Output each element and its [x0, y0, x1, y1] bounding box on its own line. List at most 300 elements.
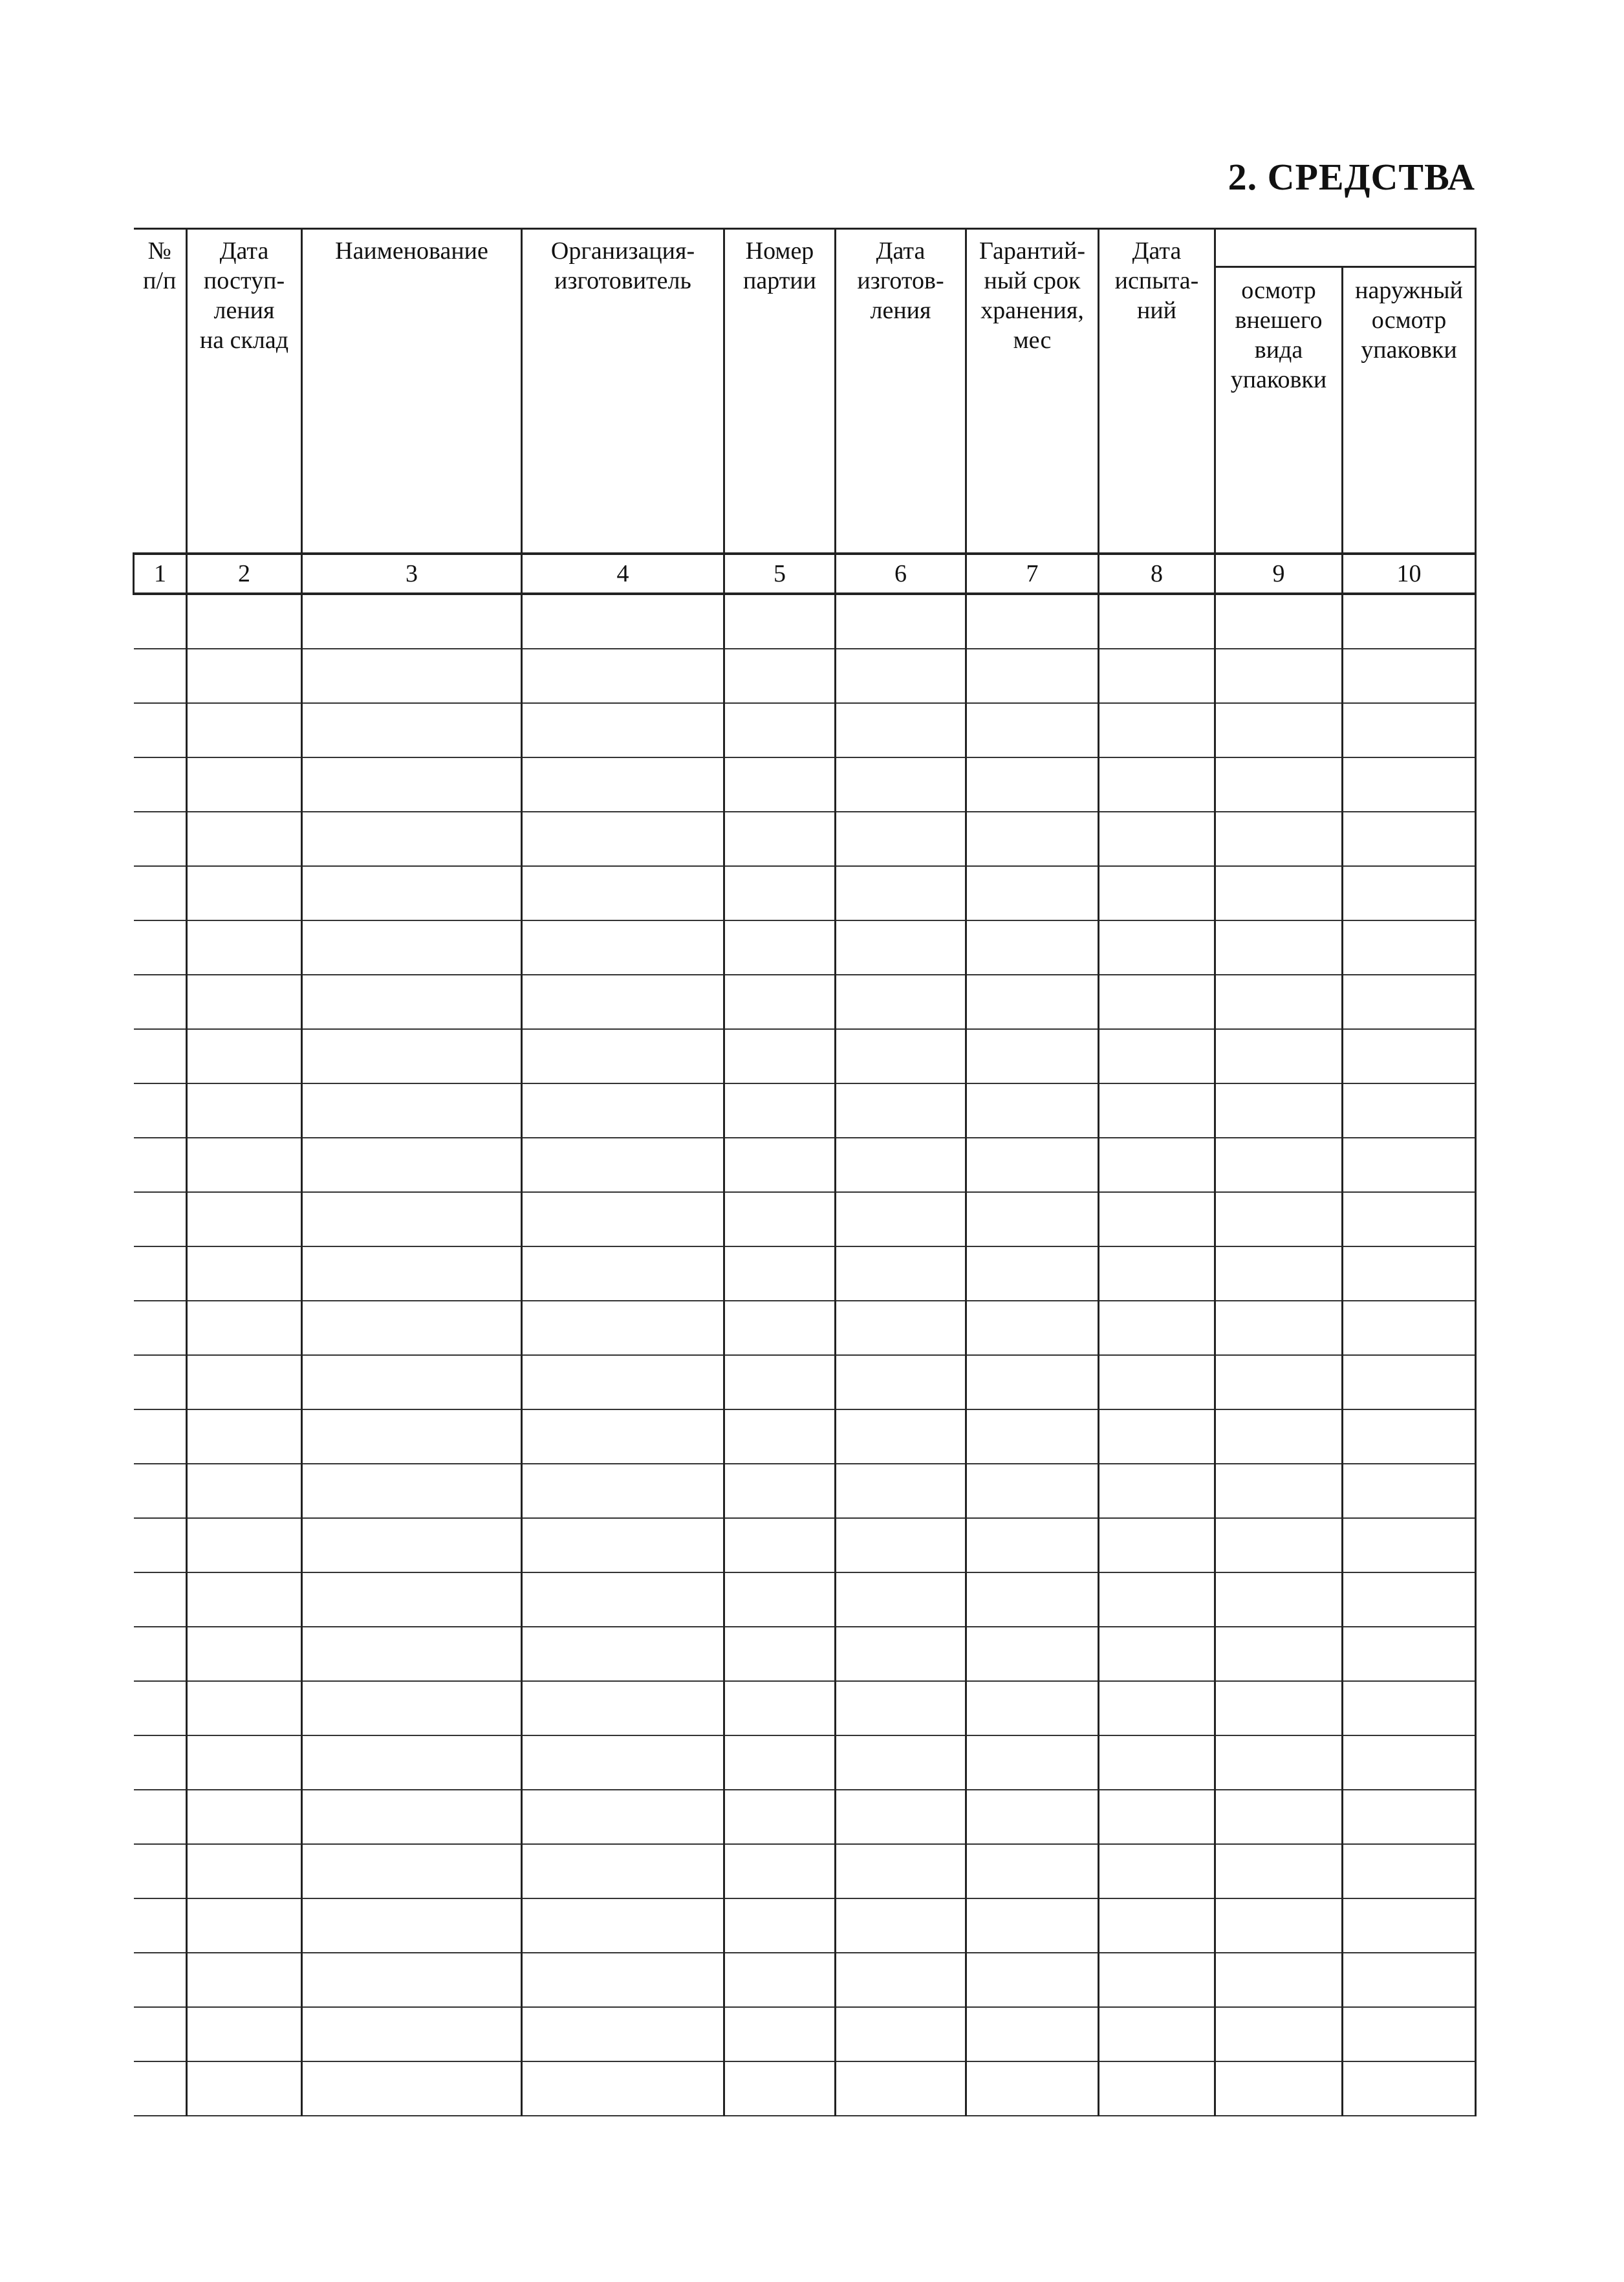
ledger-cell[interactable] [966, 975, 1099, 1029]
ledger-cell[interactable] [1099, 1355, 1215, 1409]
ledger-cell[interactable] [522, 812, 724, 866]
ledger-cell[interactable] [836, 703, 966, 757]
header-row [134, 229, 1476, 267]
column-number: 4 [522, 554, 724, 594]
ledger-cell[interactable] [724, 2007, 836, 2061]
ledger-cell[interactable] [134, 1681, 187, 1735]
ledger-row [134, 1844, 1476, 1898]
ledger-row [134, 594, 1476, 649]
ledger-cell[interactable] [1099, 1790, 1215, 1844]
ledger-cell[interactable] [134, 812, 187, 866]
ledger-cell[interactable] [1099, 1572, 1215, 1627]
ledger-cell[interactable] [1215, 812, 1343, 866]
ledger-cell[interactable] [134, 594, 187, 649]
ledger-cell[interactable] [724, 1627, 836, 1681]
ledger-cell[interactable] [1343, 649, 1476, 703]
ledger-cell[interactable] [134, 1192, 187, 1246]
ledger-cell[interactable] [134, 1355, 187, 1409]
ledger-cell[interactable] [522, 975, 724, 1029]
ledger-cell[interactable] [187, 1790, 302, 1844]
ledger-cell[interactable] [134, 1246, 187, 1301]
ledger-cell[interactable] [1343, 1464, 1476, 1518]
ledger-cell[interactable] [302, 1572, 522, 1627]
ledger-cell[interactable] [134, 1409, 187, 1464]
ledger-cell[interactable] [1343, 1572, 1476, 1627]
ledger-cell[interactable] [302, 1029, 522, 1083]
ledger-cell[interactable] [302, 866, 522, 920]
ledger-cell[interactable] [1099, 1246, 1215, 1301]
ledger-cell[interactable] [1099, 866, 1215, 920]
ledger-cell[interactable] [836, 1409, 966, 1464]
ledger-cell[interactable] [1215, 1409, 1343, 1464]
ledger-cell[interactable] [1343, 2061, 1476, 2116]
ledger-cell[interactable] [1343, 1246, 1476, 1301]
ledger-cell[interactable] [724, 866, 836, 920]
ledger-cell[interactable] [187, 2061, 302, 2116]
ledger-cell[interactable] [1343, 1029, 1476, 1083]
ledger-cell[interactable] [522, 1898, 724, 1953]
ledger-cell[interactable] [1215, 1953, 1343, 2007]
ledger-cell[interactable] [1099, 1301, 1215, 1355]
ledger-cell[interactable] [724, 1464, 836, 1518]
ledger-cell[interactable] [724, 1681, 836, 1735]
ledger-cell[interactable] [134, 1627, 187, 1681]
ledger-cell[interactable] [522, 594, 724, 649]
ledger-cell[interactable] [302, 649, 522, 703]
ledger-cell[interactable] [522, 1953, 724, 2007]
ledger-cell[interactable] [302, 2007, 522, 2061]
ledger-cell[interactable] [966, 1301, 1099, 1355]
ledger-cell[interactable] [1215, 649, 1343, 703]
ledger-cell[interactable] [302, 594, 522, 649]
ledger-cell[interactable] [302, 920, 522, 975]
ledger-cell[interactable] [187, 1029, 302, 1083]
ledger-cell[interactable] [522, 2007, 724, 2061]
ledger-cell[interactable] [1099, 703, 1215, 757]
ledger-cell[interactable] [522, 1681, 724, 1735]
ledger-cell[interactable] [1215, 1355, 1343, 1409]
ledger-cell[interactable] [1215, 1681, 1343, 1735]
ledger-row [134, 1409, 1476, 1464]
ledger-cell[interactable] [302, 1138, 522, 1192]
ledger-cell[interactable] [522, 1409, 724, 1464]
ledger-row [134, 1083, 1476, 1138]
ledger-cell[interactable] [1343, 1627, 1476, 1681]
ledger-cell[interactable] [724, 1138, 836, 1192]
ledger-cell[interactable] [187, 920, 302, 975]
ledger-cell[interactable] [1343, 920, 1476, 975]
ledger-cell[interactable] [187, 2007, 302, 2061]
ledger-cell[interactable] [836, 1844, 966, 1898]
ledger-cell[interactable] [836, 1138, 966, 1192]
ledger-cell[interactable] [187, 649, 302, 703]
ledger-cell[interactable] [187, 594, 302, 649]
ledger-cell[interactable] [1343, 866, 1476, 920]
ledger-cell[interactable] [724, 649, 836, 703]
ledger-cell[interactable] [1343, 1790, 1476, 1844]
ledger-cell[interactable] [187, 1627, 302, 1681]
ledger-cell[interactable] [187, 1083, 302, 1138]
ledger-cell[interactable] [966, 1138, 1099, 1192]
ledger-cell[interactable] [966, 649, 1099, 703]
ledger-cell[interactable] [724, 1355, 836, 1409]
ledger-cell[interactable] [134, 1572, 187, 1627]
ledger-cell[interactable] [187, 1953, 302, 2007]
ledger-cell[interactable] [187, 1138, 302, 1192]
ledger-cell[interactable] [966, 866, 1099, 920]
ledger-cell[interactable] [134, 1735, 187, 1790]
ledger-cell[interactable] [1099, 1735, 1215, 1790]
ledger-cell[interactable] [522, 1735, 724, 1790]
ledger-cell[interactable] [836, 2061, 966, 2116]
column-number: 2 [187, 554, 302, 594]
ledger-cell[interactable] [1215, 866, 1343, 920]
ledger-cell[interactable] [836, 757, 966, 812]
ledger-cell[interactable] [134, 2061, 187, 2116]
ledger-cell[interactable] [134, 920, 187, 975]
ledger-cell[interactable] [302, 1735, 522, 1790]
ledger-row [134, 812, 1476, 866]
ledger-cell[interactable] [836, 1735, 966, 1790]
ledger-cell[interactable] [187, 757, 302, 812]
ledger-cell[interactable] [1099, 1409, 1215, 1464]
header-test-dates: Дата испыта- ний [1099, 229, 1215, 554]
ledger-cell[interactable] [1215, 1735, 1343, 1790]
column-number: 6 [836, 554, 966, 594]
ledger-cell[interactable] [302, 1246, 522, 1301]
ledger-cell[interactable] [1099, 594, 1215, 649]
ledger-cell[interactable] [187, 1572, 302, 1627]
ledger-cell[interactable] [1099, 1464, 1215, 1518]
ledger-cell[interactable] [966, 1681, 1099, 1735]
ledger-cell[interactable] [724, 594, 836, 649]
ledger-cell[interactable] [1343, 1681, 1476, 1735]
ledger-cell[interactable] [134, 757, 187, 812]
ledger-cell[interactable] [1343, 1355, 1476, 1409]
ledger-cell[interactable] [187, 1409, 302, 1464]
ledger-cell[interactable] [1343, 1844, 1476, 1898]
ledger-cell[interactable] [966, 594, 1099, 649]
ledger-cell[interactable] [966, 1790, 1099, 1844]
ledger-cell[interactable] [134, 866, 187, 920]
ledger-cell[interactable] [836, 1518, 966, 1572]
ledger-cell[interactable] [836, 1246, 966, 1301]
ledger-cell[interactable] [187, 703, 302, 757]
ledger-cell[interactable] [522, 1355, 724, 1409]
ledger-cell[interactable] [1099, 1953, 1215, 2007]
ledger-cell[interactable] [1215, 2061, 1343, 2116]
ledger-cell[interactable] [522, 1083, 724, 1138]
ledger-cell[interactable] [302, 703, 522, 757]
ledger-cell[interactable] [522, 757, 724, 812]
ledger-cell[interactable] [724, 1409, 836, 1464]
header-manufacture-date: Дата изготов- ления [836, 229, 966, 554]
ledger-cell[interactable] [966, 2007, 1099, 2061]
ledger-cell[interactable] [302, 1192, 522, 1246]
header-row-number: № п/п [134, 229, 187, 554]
ledger-cell[interactable] [724, 1083, 836, 1138]
ledger-cell[interactable] [966, 1735, 1099, 1790]
ledger-cell[interactable] [1215, 1083, 1343, 1138]
ledger-row [134, 1192, 1476, 1246]
ledger-cell[interactable] [1343, 757, 1476, 812]
ledger-cell[interactable] [966, 1355, 1099, 1409]
ledger-cell[interactable] [966, 757, 1099, 812]
ledger-cell[interactable] [1215, 1029, 1343, 1083]
ledger-cell[interactable] [1343, 1301, 1476, 1355]
ledger-cell[interactable] [302, 812, 522, 866]
ledger-cell[interactable] [134, 703, 187, 757]
ledger-cell[interactable] [724, 975, 836, 1029]
ledger-cell[interactable] [1343, 812, 1476, 866]
ledger-cell[interactable] [187, 1735, 302, 1790]
ledger-cell[interactable] [522, 1518, 724, 1572]
ledger-cell[interactable] [522, 1572, 724, 1627]
ledger-cell[interactable] [187, 1464, 302, 1518]
ledger-cell[interactable] [966, 2061, 1099, 2116]
ledger-cell[interactable] [1215, 1790, 1343, 1844]
ledger-cell[interactable] [1215, 1138, 1343, 1192]
ledger-cell[interactable] [1099, 1627, 1215, 1681]
ledger-cell[interactable] [724, 1735, 836, 1790]
ledger-cell[interactable] [966, 1627, 1099, 1681]
ledger-cell[interactable] [522, 1029, 724, 1083]
ledger-cell[interactable] [966, 1029, 1099, 1083]
ledger-cell[interactable] [1215, 975, 1343, 1029]
ledger-cell[interactable] [1099, 920, 1215, 975]
ledger-cell[interactable] [724, 1192, 836, 1246]
ledger-cell[interactable] [1215, 1192, 1343, 1246]
ledger-cell[interactable] [1099, 1083, 1215, 1138]
ledger-cell[interactable] [836, 1681, 966, 1735]
ledger-cell[interactable] [1343, 1083, 1476, 1138]
ledger-cell[interactable] [134, 649, 187, 703]
ledger-cell[interactable] [1099, 2007, 1215, 2061]
ledger-cell[interactable] [1099, 1029, 1215, 1083]
ledger-cell[interactable] [836, 1572, 966, 1627]
ledger-cell[interactable] [522, 1138, 724, 1192]
ledger-cell[interactable] [724, 920, 836, 975]
ledger-cell[interactable] [1099, 1844, 1215, 1898]
ledger-cell[interactable] [966, 1572, 1099, 1627]
ledger-cell[interactable] [966, 1898, 1099, 1953]
ledger-cell[interactable] [836, 1627, 966, 1681]
ledger-cell[interactable] [966, 1409, 1099, 1464]
ledger-cell[interactable] [134, 1898, 187, 1953]
ledger-cell[interactable] [522, 1464, 724, 1518]
ledger-cell[interactable] [1215, 1301, 1343, 1355]
ledger-cell[interactable] [187, 1898, 302, 1953]
ledger-cell[interactable] [1215, 1898, 1343, 1953]
ledger-cell[interactable] [1215, 1246, 1343, 1301]
ledger-cell[interactable] [836, 1464, 966, 1518]
ledger-cell[interactable] [836, 1029, 966, 1083]
ledger-cell[interactable] [302, 2061, 522, 2116]
ledger-cell[interactable] [966, 920, 1099, 975]
ledger-cell[interactable] [522, 920, 724, 975]
ledger-cell[interactable] [724, 2061, 836, 2116]
ledger-cell[interactable] [1343, 2007, 1476, 2061]
ledger-cell[interactable] [302, 1681, 522, 1735]
ledger-cell[interactable] [302, 1301, 522, 1355]
ledger-cell[interactable] [836, 1898, 966, 1953]
ledger-cell[interactable] [522, 2061, 724, 2116]
ledger-cell[interactable] [134, 2007, 187, 2061]
ledger-cell[interactable] [1099, 812, 1215, 866]
header-warranty-period: Гарантий- ный срок хранения, мес [966, 229, 1099, 554]
ledger-cell[interactable] [522, 1790, 724, 1844]
ledger-cell[interactable] [724, 1029, 836, 1083]
ledger-cell[interactable] [836, 1083, 966, 1138]
ledger-cell[interactable] [302, 757, 522, 812]
ledger-cell[interactable] [302, 1518, 522, 1572]
ledger-cell[interactable] [966, 1246, 1099, 1301]
ledger-cell[interactable] [1099, 1898, 1215, 1953]
ledger-cell[interactable] [1099, 1518, 1215, 1572]
ledger-cell[interactable] [966, 1192, 1099, 1246]
ledger-cell[interactable] [1343, 1138, 1476, 1192]
ledger-cell[interactable] [1343, 1518, 1476, 1572]
ledger-cell[interactable] [836, 2007, 966, 2061]
ledger-cell[interactable] [1099, 1138, 1215, 1192]
ledger-cell[interactable] [187, 1518, 302, 1572]
ledger-cell[interactable] [836, 1301, 966, 1355]
ledger-cell[interactable] [1215, 1627, 1343, 1681]
ledger-cell[interactable] [302, 1083, 522, 1138]
ledger-cell[interactable] [187, 1246, 302, 1301]
ledger-cell[interactable] [1215, 757, 1343, 812]
ledger-cell[interactable] [836, 920, 966, 975]
ledger-cell[interactable] [134, 1953, 187, 2007]
ledger-cell[interactable] [966, 1083, 1099, 1138]
ledger-cell[interactable] [302, 1898, 522, 1953]
ledger-cell[interactable] [522, 866, 724, 920]
ledger-cell[interactable] [134, 1464, 187, 1518]
ledger-cell[interactable] [966, 1518, 1099, 1572]
ledger-cell[interactable] [966, 1844, 1099, 1898]
ledger-cell[interactable] [187, 1301, 302, 1355]
ledger-cell[interactable] [302, 1790, 522, 1844]
ledger-cell[interactable] [1215, 920, 1343, 975]
ledger-cell[interactable] [724, 1572, 836, 1627]
column-number: 8 [1099, 554, 1215, 594]
ledger-cell[interactable] [966, 1953, 1099, 2007]
ledger-cell[interactable] [302, 1464, 522, 1518]
ledger-cell[interactable] [1099, 975, 1215, 1029]
ledger-cell[interactable] [1343, 703, 1476, 757]
ledger-cell[interactable] [187, 812, 302, 866]
ledger-cell[interactable] [1215, 2007, 1343, 2061]
ledger-cell[interactable] [966, 703, 1099, 757]
ledger-cell[interactable] [836, 812, 966, 866]
ledger-cell[interactable] [1215, 1464, 1343, 1518]
ledger-cell[interactable] [1343, 1192, 1476, 1246]
ledger-cell[interactable] [134, 1301, 187, 1355]
ledger-cell[interactable] [1343, 1409, 1476, 1464]
ledger-cell[interactable] [522, 1301, 724, 1355]
ledger-cell[interactable] [1099, 649, 1215, 703]
ledger-cell[interactable] [724, 812, 836, 866]
ledger-cell[interactable] [1343, 1735, 1476, 1790]
ledger-cell[interactable] [1215, 1518, 1343, 1572]
ledger-row [134, 920, 1476, 975]
ledger-cell[interactable] [1215, 1572, 1343, 1627]
ledger-cell[interactable] [187, 1192, 302, 1246]
ledger-cell[interactable] [522, 703, 724, 757]
ledger-cell[interactable] [302, 1355, 522, 1409]
ledger-cell[interactable] [724, 1518, 836, 1572]
ledger-cell[interactable] [1343, 1953, 1476, 2007]
ledger-cell[interactable] [134, 1790, 187, 1844]
ledger-cell[interactable] [134, 1518, 187, 1572]
ledger-cell[interactable] [522, 1192, 724, 1246]
ledger-cell[interactable] [134, 1844, 187, 1898]
ledger-cell[interactable] [724, 1246, 836, 1301]
ledger-cell[interactable] [1215, 703, 1343, 757]
ledger-cell[interactable] [1343, 1898, 1476, 1953]
ledger-cell[interactable] [187, 866, 302, 920]
ledger-cell[interactable] [302, 1409, 522, 1464]
ledger-cell[interactable] [836, 1355, 966, 1409]
ledger-cell[interactable] [134, 1083, 187, 1138]
ledger-cell[interactable] [836, 649, 966, 703]
ledger-cell[interactable] [302, 1953, 522, 2007]
ledger-cell[interactable] [1099, 757, 1215, 812]
ledger-cell[interactable] [724, 757, 836, 812]
ledger-cell[interactable] [724, 1301, 836, 1355]
ledger-cell[interactable] [966, 812, 1099, 866]
ledger-cell[interactable] [724, 1844, 836, 1898]
ledger-cell[interactable] [724, 1898, 836, 1953]
ledger-cell[interactable] [724, 1790, 836, 1844]
ledger-cell[interactable] [836, 866, 966, 920]
ledger-cell[interactable] [836, 1192, 966, 1246]
ledger-cell[interactable] [522, 1627, 724, 1681]
ledger-cell[interactable] [966, 1464, 1099, 1518]
ledger-cell[interactable] [1099, 2061, 1215, 2116]
ledger-cell[interactable] [302, 1627, 522, 1681]
column-number: 3 [302, 554, 522, 594]
ledger-cell[interactable] [187, 1681, 302, 1735]
ledger-cell[interactable] [836, 975, 966, 1029]
ledger-cell[interactable] [1215, 594, 1343, 649]
ledger-cell[interactable] [1215, 1844, 1343, 1898]
ledger-cell[interactable] [134, 1029, 187, 1083]
ledger-cell[interactable] [134, 975, 187, 1029]
ledger-cell[interactable] [134, 1138, 187, 1192]
ledger-cell[interactable] [1343, 975, 1476, 1029]
ledger-cell[interactable] [836, 594, 966, 649]
ledger-cell[interactable] [187, 1355, 302, 1409]
ledger-cell[interactable] [522, 1844, 724, 1898]
ledger-row [134, 1953, 1476, 2007]
ledger-cell[interactable] [836, 1790, 966, 1844]
ledger-cell[interactable] [187, 1844, 302, 1898]
ledger-cell[interactable] [302, 975, 522, 1029]
ledger-cell[interactable] [1343, 594, 1476, 649]
header-arrival-date: Дата поступ- ления на склад [187, 229, 302, 554]
ledger-cell[interactable] [187, 975, 302, 1029]
ledger-cell[interactable] [724, 1953, 836, 2007]
ledger-cell[interactable] [1099, 1681, 1215, 1735]
ledger-cell[interactable] [522, 649, 724, 703]
ledger-cell[interactable] [1099, 1192, 1215, 1246]
ledger-cell[interactable] [522, 1246, 724, 1301]
ledger-cell[interactable] [724, 703, 836, 757]
ledger-cell[interactable] [302, 1844, 522, 1898]
ledger-cell[interactable] [836, 1953, 966, 2007]
header-name: Наименование [302, 229, 522, 554]
